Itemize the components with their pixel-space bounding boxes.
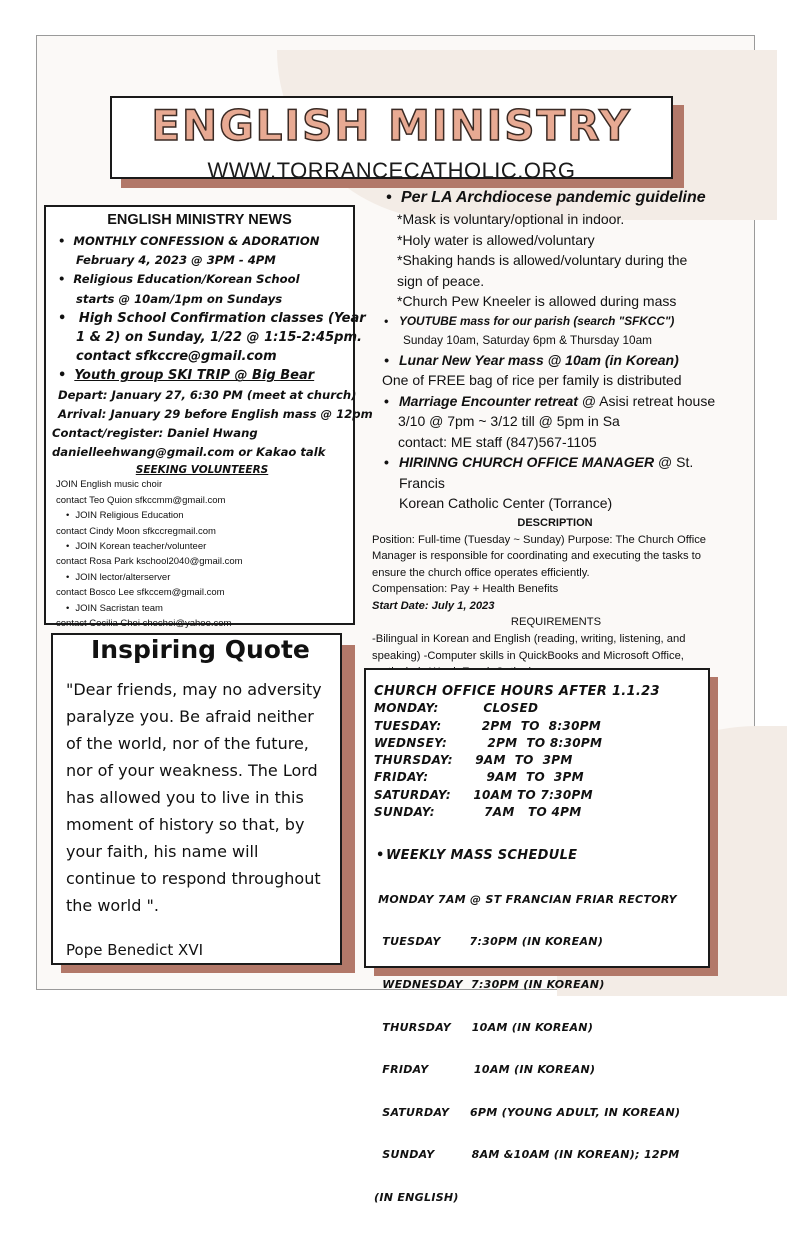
description-heading: DESCRIPTION bbox=[517, 516, 593, 529]
news-detail: contact sfkccre@gmail.com bbox=[76, 349, 277, 365]
volunteer-contact: contact Cindy Moon sfkccregmail.com bbox=[56, 525, 216, 537]
requirements-heading: REQUIREMENTS bbox=[510, 616, 602, 629]
quote-author: Pope Benedict XVI bbox=[66, 941, 204, 959]
ski-trip-title: Youth group SKI TRIP @ Big Bear bbox=[74, 368, 315, 384]
mass-row: WEDNESDAY 7:30PM (IN KOREAN) bbox=[374, 978, 605, 992]
quote-title: Inspiring Quote bbox=[91, 635, 310, 664]
news-box bbox=[44, 205, 373, 630]
youtube-title: • YOUTUBE mass for our parish (search "SFKCC") bbox=[382, 312, 740, 331]
mass-row: THURSDAY 10AM (IN KOREAN) bbox=[374, 1020, 594, 1034]
mass-row: TUESDAY 7:30PM (IN KOREAN) bbox=[374, 935, 604, 949]
news-detail: Arrival: January 29 before English mass @ 12pm bbox=[58, 406, 373, 421]
news-item: • Religious Education/Korean School bbox=[52, 270, 352, 289]
mass-row: MONDAY 7AM @ ST FRANCIAN FRIAR RECTORY bbox=[374, 892, 677, 906]
news-title: ENGLISH MINISTRY NEWS bbox=[107, 212, 292, 228]
news-detail: 1 & 2) on Sunday, 1/22 @ 1:15-2:45pm. bbox=[76, 330, 362, 346]
marriage-item bbox=[370, 391, 740, 453]
office-hours-row: TUESDAY: 2PM TO 8:30PM bbox=[374, 718, 602, 733]
requirements-line: -Bilingual in Korean and English (reading, writing, listening, and bbox=[372, 633, 686, 646]
description-line: Compensation: Pay + Health Benefits bbox=[372, 583, 559, 596]
volunteer-role: • JOIN Korean teacher/volunteer bbox=[52, 539, 352, 554]
website-link[interactable]: WWW.TORRANCECATHOLIC.ORG bbox=[207, 158, 576, 183]
hours-box bbox=[364, 668, 710, 1205]
news-item: • MONTHLY CONFESSION & ADORATION bbox=[52, 232, 352, 251]
guideline-line: *Holy water is allowed/voluntary bbox=[397, 231, 595, 248]
news-detail: danielleehwang@gmail.com or Kakao talk bbox=[52, 445, 326, 460]
mass-schedule bbox=[374, 819, 680, 1234]
start-date: Start Date: July 1, 2023 bbox=[372, 599, 495, 612]
hiring-title-line bbox=[382, 452, 740, 493]
description-line: Manager is responsible for coordinating and executing the tasks to bbox=[372, 550, 701, 563]
volunteer-role: • JOIN lector/alterserver bbox=[52, 570, 352, 585]
office-hours-row: SATURDAY: 10AM TO 7:30PM bbox=[374, 787, 593, 802]
page-title: ENGLISH MINISTRY bbox=[151, 101, 632, 150]
lunar-title: • Lunar New Year mass @ 10am (in Korean) bbox=[382, 350, 740, 371]
guideline-title: • Per LA Archdiocese pandemic guideline bbox=[384, 187, 740, 209]
guideline-line: *Mask is voluntary/optional in indoor. bbox=[397, 211, 625, 227]
hiring-title: HIRINNG CHURCH OFFICE MANAGER bbox=[399, 454, 655, 470]
header-box bbox=[110, 96, 673, 183]
news-detail: Contact/register: Daniel Hwang bbox=[52, 426, 258, 441]
news-item: • High School Confirmation classes (Year bbox=[52, 309, 352, 328]
guideline-line: *Shaking hands is allowed/voluntary during the bbox=[397, 252, 688, 268]
office-hours-row: THURSDAY: 9AM TO 3PM bbox=[374, 753, 573, 768]
office-hours-title: CHURCH OFFICE HOURS AFTER 1.1.23 bbox=[374, 684, 660, 699]
seeking-volunteers-title: SEEKING VOLUNTEERS bbox=[135, 464, 269, 477]
hiring-place-line2: Korean Catholic Center (Torrance) bbox=[399, 495, 613, 511]
youtube-detail: Sunday 10am, Saturday 6pm & Thursday 10am bbox=[403, 332, 652, 347]
marriage-contact: contact: ME staff (847)567-1105 bbox=[398, 433, 597, 450]
news-detail: Depart: January 27, 6:30 PM (meet at church) bbox=[58, 387, 357, 402]
office-hours-row: WEDNSEY: 2PM TO 8:30PM bbox=[374, 735, 603, 750]
hiring-place: @ St. Francis bbox=[399, 454, 694, 491]
volunteer-contact: contact Teo Quion sfkccmm@gmail.com bbox=[56, 494, 226, 506]
volunteer-role: JOIN English music choir bbox=[56, 479, 163, 491]
description-line: ensure the church office operates efficiently. bbox=[372, 566, 590, 579]
volunteer-contact: contact Cecilia Choi chechoi@yahoo.com bbox=[56, 618, 232, 630]
description-line: Position: Full-time (Tuesday ~ Sunday) Purpose: The Church Office bbox=[372, 533, 707, 546]
marriage-dates: 3/10 @ 7pm ~ 3/12 till @ 5pm in Sa bbox=[398, 413, 620, 429]
news-detail: February 4, 2023 @ 3PM - 4PM bbox=[76, 253, 276, 268]
volunteer-contact: contact Rosa Park kschool2040@gmail.com bbox=[56, 556, 243, 568]
volunteer-role: • JOIN Religious Education bbox=[52, 508, 352, 523]
lunar-item bbox=[370, 350, 740, 391]
lunar-detail: One of FREE bag of rice per family is distributed bbox=[382, 372, 682, 388]
marriage-title: Marriage Encounter retreat bbox=[399, 392, 578, 409]
mass-row: (IN ENGLISH) bbox=[374, 1191, 459, 1205]
mass-schedule-title: • WEEKLY MASS SCHEDULE bbox=[374, 847, 680, 864]
announcements-column bbox=[370, 187, 740, 681]
volunteer-list bbox=[52, 477, 352, 631]
mass-row: FRIDAY 10AM (IN KOREAN) bbox=[374, 1063, 596, 1077]
volunteer-role: • JOIN Sacristan team bbox=[52, 601, 352, 616]
mass-row: SUNDAY 8AM &10AM (IN KOREAN); 12PM bbox=[374, 1148, 680, 1162]
youtube-item bbox=[370, 312, 740, 350]
marriage-title-line bbox=[382, 391, 740, 412]
volunteer-contact: contact Bosco Lee sfkccem@gmail.com bbox=[56, 587, 225, 599]
office-hours-row: SUNDAY: 7AM TO 4PM bbox=[374, 805, 582, 820]
quote-text: "Dear friends, may no adversity paralyze you. Be afraid neither of the world, nor of the future, nor of your weakness. The Lord has allowed you to live in this moment of history so that, by your faith, his name will continue to respond throughout the world ". bbox=[66, 680, 322, 915]
mass-row: SATURDAY 6PM (YOUNG ADULT, IN KOREAN) bbox=[374, 1105, 681, 1119]
office-hours-row: MONDAY: CLOSED bbox=[374, 701, 539, 716]
marriage-place: @ Asisi retreat house bbox=[577, 392, 716, 409]
requirements-line: speaking) -Computer skills in QuickBooks and Microsoft Office, bbox=[372, 649, 684, 662]
office-hours-row: FRIDAY: 9AM TO 3PM bbox=[374, 770, 584, 785]
hiring-item bbox=[370, 452, 740, 514]
news-item bbox=[52, 366, 352, 385]
guideline-line: sign of peace. bbox=[397, 272, 485, 289]
guideline-line: *Church Pew Kneeler is allowed during mass bbox=[397, 293, 677, 309]
quote-box bbox=[51, 633, 342, 965]
news-list bbox=[52, 232, 373, 632]
office-hours bbox=[374, 683, 660, 821]
news-detail: starts @ 10am/1pm on Sundays bbox=[76, 291, 283, 306]
